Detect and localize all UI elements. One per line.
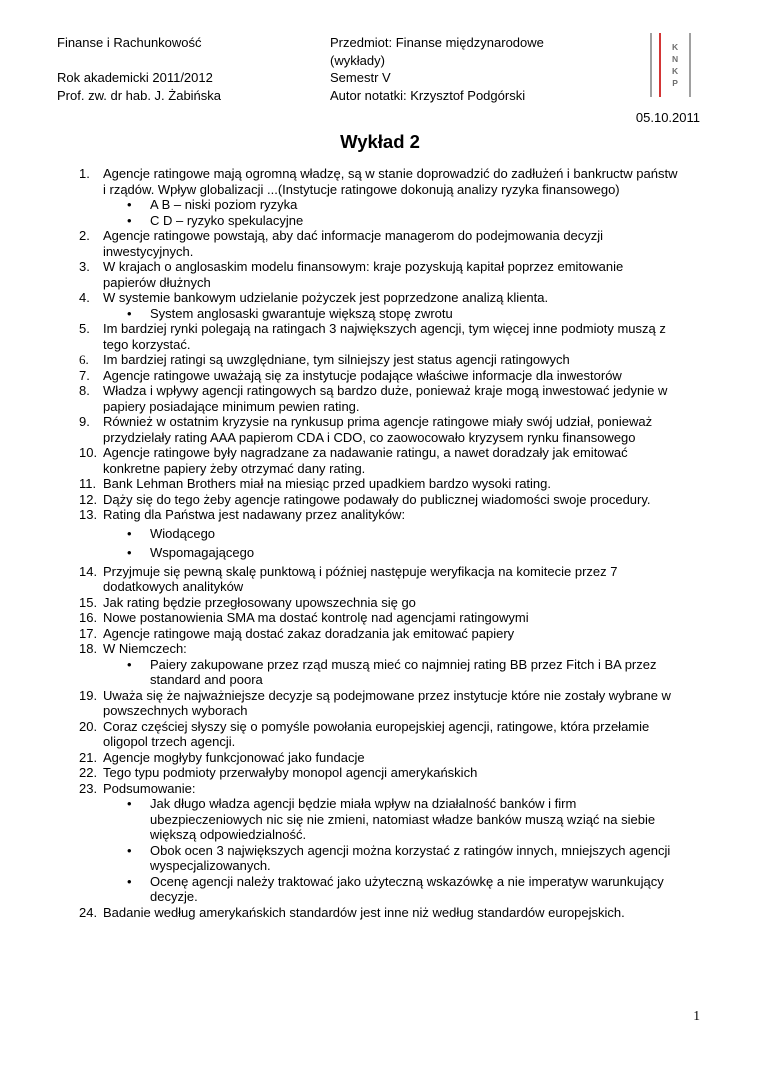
bullet-item	[57, 796, 678, 843]
list-item-text: Agencje ratingowe były nagradzane za nadawanie ratingu, a nawet doradzały jak emitować konkretne papiery żeby otrzymać dany rating.	[103, 445, 628, 476]
header-left-column	[57, 34, 330, 104]
list-item	[57, 719, 678, 750]
list-item-number: 10.	[79, 445, 98, 460]
course-name: Finanse i Rachunkowość	[57, 35, 202, 50]
bullet-item	[57, 306, 678, 322]
list-item	[57, 259, 678, 290]
bullet-icon: •	[127, 656, 132, 672]
list-item	[57, 781, 678, 797]
bullet-item	[57, 545, 678, 561]
list-item-text: Agencje ratingowe mają dostać zakaz doradzania jak emitować papiery	[103, 625, 515, 641]
list-item	[57, 368, 678, 384]
list-item-text: Agencje ratingowe mają ogromną władzę, są w stanie doprowadzić do zadłużeń i bankructw państw i rządów. Wpływ globalizacji ...(Instytucje ratingowe dokonują analizy ryzyka finansowego)	[103, 166, 678, 197]
list-item-text: Podsumowanie:	[103, 780, 196, 796]
lecture-title: Wykład 2	[340, 131, 420, 152]
academic-year: Rok akademicki 2011/2012	[57, 70, 213, 85]
list-item-number: 9.	[79, 414, 90, 429]
list-item	[57, 414, 678, 445]
bullet-text: Jak długo władza agencji będzie miała wpływ na działalność banków i firm ubezpieczeniowych nic się nie zmieni, natomiast władze banków muszą wziąć na siebie większą odpowiedzialność.	[150, 796, 656, 842]
semester-line: Semestr V	[330, 70, 391, 85]
list-item-text: Władza i wpływy agencji ratingowych są bardzo duże, ponieważ kraje mogą inwestować jedynie w papiery posiadające minimum pewien rating.	[103, 383, 668, 414]
list-item-text: Agencje ratingowe uważają się za instytucje podające właściwe informacje dla inwestorów	[103, 367, 622, 383]
list-item	[57, 321, 678, 352]
subject-line-2: (wykłady)	[330, 52, 385, 68]
list-item-text: Agencje mogłyby funkcjonować jako fundacje	[103, 749, 365, 765]
list-item-text: Przyjmuje się pewną skalę punktową i później następuje weryfikacja na komitecie przez 7 dodatkowych analityków	[103, 563, 618, 594]
bullet-text: C D – ryzyko spekulacyjne	[150, 212, 304, 228]
list-item	[57, 352, 678, 368]
logo-letters	[672, 33, 678, 97]
list-item-text: Rating dla Państwa jest nadawany przez analityków:	[103, 507, 406, 522]
list-item-number: 3.	[79, 259, 90, 274]
list-item	[57, 383, 678, 414]
lecture-list	[0, 166, 760, 920]
bullet-icon: •	[127, 305, 132, 321]
lecturer-name: Prof. zw. dr hab. J. Żabińska	[57, 87, 222, 103]
list-item-number: 8.	[79, 383, 90, 398]
list-item-number: 22.	[79, 765, 98, 780]
bullet-text: Paiery zakupowane przez rząd muszą mieć co najmniej rating BB przez Fitch i BA przez standard and poora	[150, 656, 657, 687]
list-item	[57, 445, 678, 476]
bullet-item	[57, 874, 678, 905]
list-item-number: 1.	[79, 166, 90, 181]
list-item-number: 18.	[79, 641, 98, 656]
list-item-text: Tego typu podmioty przerwałyby monopol agencji amerykańskich	[103, 765, 478, 780]
logo-letter: P	[672, 78, 678, 88]
list-item-text: W krajach o anglosaskim modelu finansowym: kraje pozyskują kapitał poprzez emitowanie papierów dłużnych	[103, 259, 624, 290]
page-number: 1	[693, 1008, 700, 1023]
bullet-icon: •	[127, 197, 132, 212]
list-item-number: 14.	[79, 563, 98, 579]
list-item-number: 6.	[79, 352, 89, 367]
list-item	[57, 765, 678, 781]
list-item-text: Również w ostatnim kryzysie na rynkusup prima agencje ratingowe miały swój udział, ponieważ przydzielały rating AAA papierom CDA i CDO, co zaowocowało kryzysem rynku finansowego	[103, 414, 653, 445]
list-item-text: Bank Lehman Brothers miał na miesiąc przed upadkiem bardzo wysoki rating.	[103, 476, 551, 491]
bullet-icon: •	[127, 842, 132, 858]
subject-line: Przedmiot: Finanse międzynarodowe	[330, 35, 544, 50]
list-item-number: 5.	[79, 321, 90, 336]
list-item-text: Jak rating będzie przegłosowany upowszechnia się go	[103, 594, 416, 610]
list-item	[57, 626, 678, 642]
list-item	[57, 688, 678, 719]
list-item-number: 23.	[79, 780, 98, 796]
list-item	[57, 905, 678, 921]
author-line: Autor notatki: Krzysztof Podgórski	[330, 87, 526, 103]
bullet-item	[57, 843, 678, 874]
bullet-text: Wiodącego	[150, 526, 216, 541]
bullet-text: Obok ocen 3 największych agencji można korzystać z ratingów innych, mniejszych agencji wyspecjalizowanych.	[150, 842, 671, 873]
logo-gray-line-left	[650, 33, 652, 97]
knkp-logo	[650, 33, 691, 97]
list-item-number: 13.	[79, 507, 98, 522]
header	[0, 0, 760, 104]
logo-red-line	[659, 33, 661, 97]
list-item	[57, 290, 678, 306]
list-item-text: Nowe postanowienia SMA ma dostać kontrolę nad agencjami ratingowymi	[103, 610, 529, 625]
bullet-icon: •	[127, 526, 132, 541]
list-item-number: 21.	[79, 749, 98, 765]
bullet-icon: •	[127, 873, 132, 889]
header-right-column	[330, 34, 650, 104]
list-item-number: 17.	[79, 625, 98, 641]
list-item-number: 4.	[79, 290, 90, 305]
bullet-text: Wspomagającego	[150, 545, 255, 560]
list-item	[57, 641, 678, 657]
bullet-item	[57, 197, 678, 213]
list-item-number: 24.	[79, 904, 98, 920]
list-item-text: Im bardziej rynki polegają na ratingach 3 największych agencji, tym więcej inne podmioty muszą z tego korzystać.	[103, 321, 666, 352]
list-item-number: 11.	[79, 476, 97, 491]
list-item-number: 12.	[79, 491, 98, 507]
bullet-text: Ocenę agencji należy traktować jako użyteczną wskazówkę a nie imperatyw warunkujący decyzje.	[150, 873, 664, 904]
list-item	[57, 564, 678, 595]
list-item	[57, 492, 678, 508]
bullet-icon: •	[127, 212, 132, 228]
bullet-item	[57, 526, 678, 542]
logo-gray-line-right	[689, 33, 691, 97]
bullet-icon: •	[127, 545, 132, 560]
list-item-number: 15.	[79, 594, 98, 610]
list-item-text: Dąży się do tego żeby agencje ratingowe podawały do publicznej wiadomości swoje procedury.	[103, 491, 651, 507]
list-item	[57, 610, 678, 626]
list-item-number: 19.	[79, 687, 98, 703]
logo-letter: K	[672, 66, 679, 76]
list-item-number: 16.	[79, 610, 98, 625]
bullet-item	[57, 657, 678, 688]
list-item	[57, 507, 678, 523]
list-item	[57, 476, 678, 492]
list-item-text: Coraz częściej słyszy się o pomyśle powołania europejskiej agencji, ratingowe, która przełamie oligopol trzech agencji.	[103, 718, 650, 749]
list-item-number: 20.	[79, 718, 98, 734]
document-date: 05.10.2011	[635, 110, 700, 125]
list-item-number: 7.	[79, 367, 90, 383]
list-item	[57, 595, 678, 611]
list-item	[57, 750, 678, 766]
bullet-item	[57, 213, 678, 229]
list-item	[57, 166, 678, 197]
logo-letter: K	[672, 42, 679, 52]
header-left-blank	[57, 52, 330, 70]
list-item	[57, 228, 678, 259]
bullet-text: System anglosaski gwarantuje większą stopę zwrotu	[150, 305, 453, 321]
list-item-text: W Niemczech:	[103, 641, 187, 656]
list-item-text: Agencje ratingowe powstają, aby dać informacje managerom do podejmowania decyzji inwestycyjnych.	[103, 228, 604, 259]
list-item-number: 2.	[79, 228, 90, 243]
list-item-text: Uważa się że najważniejsze decyzje są podejmowane przez instytucje które nie zostały wybrane w powszechnych wyborach	[103, 687, 671, 718]
bullet-icon: •	[127, 796, 132, 811]
list-item-text: W systemie bankowym udzielanie pożyczek jest poprzedzone analizą klienta.	[103, 290, 549, 305]
list-item-text: Badanie według amerykańskich standardów jest inne niż według standardów europejskich.	[103, 904, 625, 920]
bullet-text: A B – niski poziom ryzyka	[150, 197, 298, 212]
list-item-text: Im bardziej ratingi są uwzględniane, tym silniejszy jest status agencji ratingowych	[103, 352, 570, 367]
logo-letter: N	[672, 54, 679, 64]
